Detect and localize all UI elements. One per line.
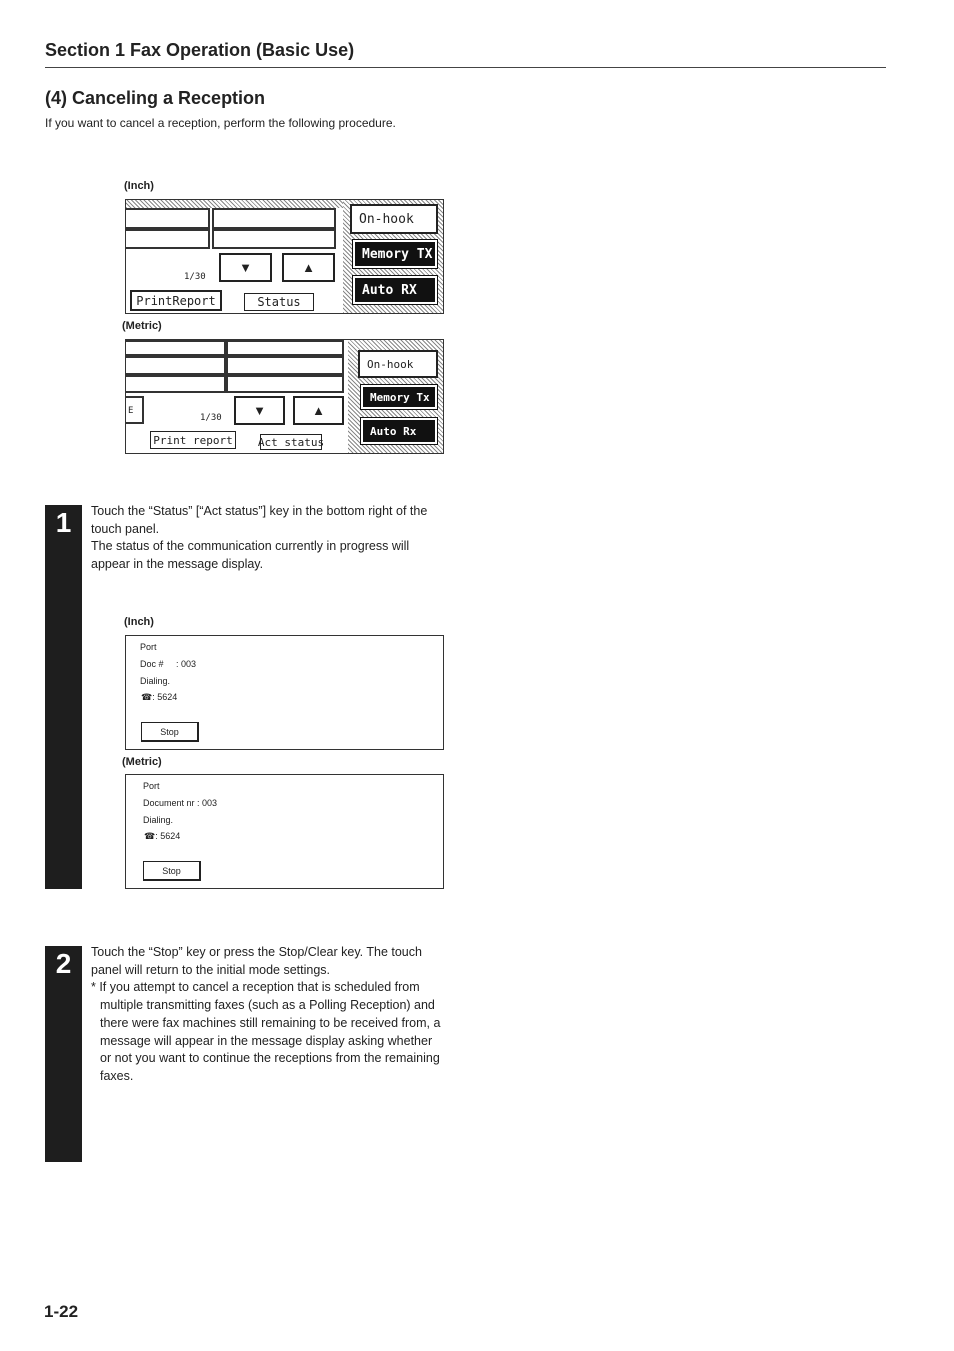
list-cell[interactable]	[226, 356, 344, 375]
page-indicator: 1/30	[200, 413, 222, 423]
doc-number: Document nr : 003	[143, 798, 218, 808]
step-2-note: * If you attempt to cancel a reception that is scheduled from multiple transmitting faxes (such as a Polling Reception) and there were fax machines still remaining to be received from, a message will appear in the message display asking whether or not you want to continue the receptions from the remaining faxes.	[91, 980, 441, 1083]
panel-inch-caption: (Inch)	[124, 180, 154, 192]
list-cell[interactable]	[125, 375, 226, 393]
port-label: Port	[140, 642, 157, 652]
port-label: Port	[143, 781, 160, 791]
auto-rx-button[interactable]: Auto Rx	[361, 418, 437, 444]
page-indicator: 1/30	[184, 272, 206, 282]
step-1-result: The status of the communication currently in progress will appear in the message display.	[91, 539, 410, 572]
scroll-down-button[interactable]	[219, 253, 272, 282]
phone-number: : 5624	[155, 831, 181, 841]
list-cell[interactable]	[212, 208, 336, 229]
phone-icon: ☎	[141, 692, 153, 702]
stop-button[interactable]: Stop	[143, 861, 201, 881]
on-hook-button[interactable]: On-hook	[350, 204, 438, 234]
list-cell[interactable]	[226, 375, 344, 393]
down-arrow-icon: ▼	[239, 260, 252, 275]
act-status-tab[interactable]: Act status	[257, 435, 325, 449]
status-tab[interactable]: Status	[244, 293, 314, 311]
dialing-status: Dialing.	[140, 676, 171, 686]
hatch-top	[126, 200, 343, 208]
scroll-up-button[interactable]	[293, 396, 344, 425]
memory-tx-button[interactable]: Memory TX	[353, 240, 437, 268]
list-cell[interactable]	[212, 229, 336, 249]
status-metric-caption: (Metric)	[122, 756, 162, 768]
print-report-tab[interactable]: PrintReport	[130, 290, 222, 311]
dialing-status: Dialing.	[143, 815, 174, 825]
memory-tx-button[interactable]: Memory Tx	[361, 385, 437, 409]
up-arrow-icon: ▲	[302, 260, 315, 275]
subsection-title: (4) Canceling a Reception	[45, 88, 266, 108]
status-display-metric	[125, 774, 444, 889]
step-1-instruction: Touch the “Status” [“Act status”] key in the bottom right of the touch panel.	[91, 504, 428, 536]
step-2-number: 2	[55, 948, 72, 979]
doc-number: Doc # : 003	[140, 659, 197, 669]
touch-panel-metric	[125, 339, 444, 454]
step-2-bar	[45, 946, 82, 1162]
down-arrow-icon: ▼	[253, 403, 266, 418]
step-1-number: 1	[55, 507, 72, 538]
phone-icon: ☎	[144, 831, 156, 841]
list-cell[interactable]	[226, 340, 344, 356]
auto-rx-button[interactable]: Auto RX	[353, 276, 437, 304]
up-arrow-icon: ▲	[312, 403, 325, 418]
section-divider	[45, 67, 886, 68]
list-cell[interactable]	[125, 356, 226, 375]
step-1-bar	[45, 505, 82, 889]
intro-text: If you want to cancel a reception, perform the following procedure.	[45, 116, 396, 130]
step-2-instruction: Touch the “Stop” key or press the Stop/Clear key. The touch panel will return to the initial mode settings.	[91, 945, 422, 977]
on-hook-button[interactable]: On-hook	[358, 350, 438, 378]
list-cell[interactable]	[125, 229, 210, 249]
phone-number: : 5624	[152, 692, 178, 702]
list-cell[interactable]	[125, 208, 210, 229]
edge-key[interactable]: E	[125, 396, 144, 424]
step-1-text	[91, 503, 441, 574]
section-title: Section 1 Fax Operation (Basic Use)	[45, 40, 355, 60]
stop-button[interactable]: Stop	[141, 722, 199, 742]
print-report-tab[interactable]: Print report	[150, 431, 236, 449]
phone-line	[144, 831, 180, 842]
phone-line	[141, 692, 177, 703]
status-display-inch	[125, 635, 444, 750]
step-2-text	[91, 944, 441, 1086]
scroll-down-button[interactable]	[234, 396, 285, 425]
scroll-up-button[interactable]	[282, 253, 335, 282]
panel-metric-caption: (Metric)	[122, 320, 162, 332]
list-cell[interactable]	[125, 340, 226, 356]
status-inch-caption: (Inch)	[124, 616, 154, 628]
page-number: 1-22	[44, 1302, 79, 1321]
touch-panel-inch	[125, 199, 444, 314]
